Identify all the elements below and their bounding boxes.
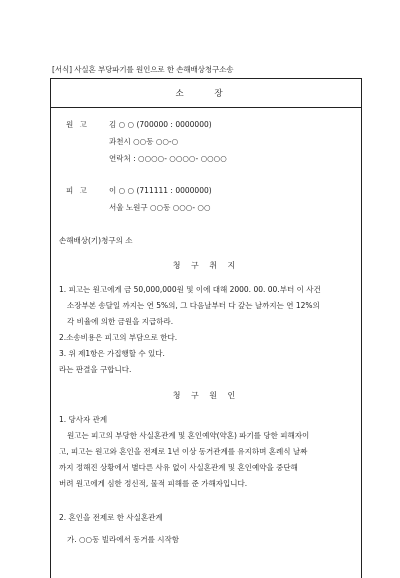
defendant-label: 피 고 — [66, 186, 89, 195]
complaint-document — [50, 78, 362, 578]
cause-section-title: 청 구 원 인 — [172, 391, 240, 400]
claim-line-6: 라는 판결을 구합니다. — [59, 365, 132, 374]
claim-line-3: 각 비율에 의한 금원을 지급하라. — [67, 317, 174, 326]
cause-sub1-line-1: 원고는 피고의 부당한 사실혼관계 및 혼인예약(약혼) 파기를 당한 피해자이 — [67, 431, 310, 440]
cause-sub1-title: 1. 당사자 관계 — [59, 415, 108, 424]
plaintiff-name: 김 ○ ○ (700000 : 0000000) — [109, 120, 212, 129]
claim-line-4: 2.소송비용은 피고의 부담으로 한다. — [59, 333, 178, 342]
cause-sub2-title: 2. 혼인을 전제로 한 사실혼관계 — [59, 513, 163, 522]
plaintiff-contact: 연락처 : ○○○○- ○○○○- ○○○○ — [109, 154, 227, 163]
case-name: 손해배상(기)청구의 소 — [59, 236, 133, 245]
form-header: [서식] 사실혼 부당파기를 원인으로 한 손해배상청구소송 — [52, 65, 234, 74]
document-title: 소 장 — [51, 79, 361, 108]
claim-line-5: 3. 위 제1항은 가집행할 수 있다. — [59, 349, 165, 358]
cause-sub1-line-4: 버려 원고에게 심한 정신적, 물적 피해를 준 가해자입니다. — [59, 479, 248, 488]
claim-section-title: 청 구 취 지 — [172, 261, 240, 270]
plaintiff-address: 과천시 ○○동 ○○-○ — [109, 137, 179, 146]
claim-line-2: 소장부본 송달일 까지는 연 5%의, 그 다음날부터 다 갚는 날까지는 연 12%의 — [67, 301, 320, 310]
cause-sub2-item-a: 가. ○○동 빌라에서 동거를 시작함 — [67, 535, 179, 544]
plaintiff-label: 원 고 — [66, 120, 89, 129]
claim-line-1: 1. 피고는 원고에게 금 50,000,000원 및 이에 대해 2000. 00. 00.부터 이 사건 — [59, 285, 321, 294]
defendant-address: 서울 노원구 ○○동 ○○○- ○○ — [109, 203, 211, 212]
cause-sub1-line-3: 까지 정해진 상황에서 별다른 사유 없이 사실혼관계 및 혼인예약을 중단해 — [59, 463, 298, 472]
cause-sub1-line-2: 고, 피고는 원고와 혼인을 전제로 1년 이상 동거관계를 유지하며 혼례식 날짜 — [59, 447, 308, 456]
defendant-name: 이 ○ ○ (711111 : 0000000) — [109, 186, 212, 195]
